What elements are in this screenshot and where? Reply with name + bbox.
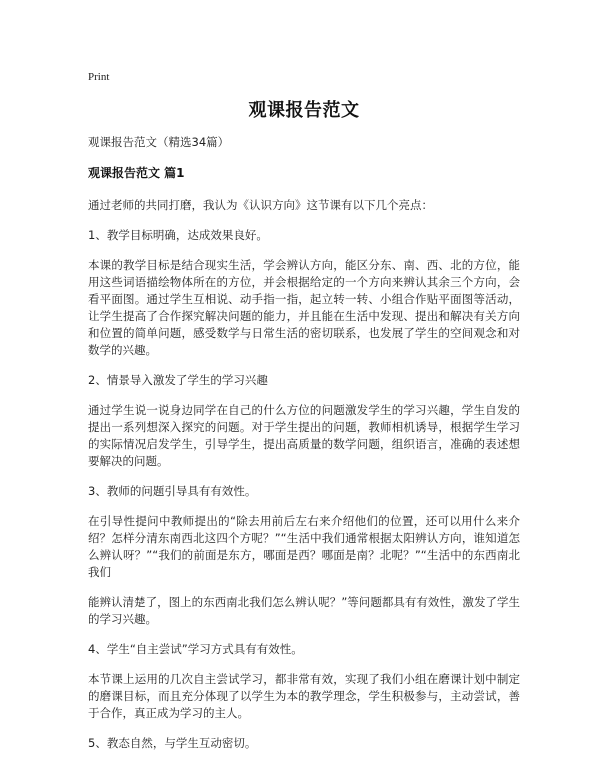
paragraph-point-2: 2、情景导入激发了学生的学习兴趣 [88,373,268,387]
paragraph-intro: 通过老师的共同打磨，我认为《认识方向》这节课有以下几个亮点： [88,198,433,212]
paragraph-point-1-body: 本课的教学目标是结合现实生活，学会辨认方向，能区分东、南、西、北的方位，能用这些词语描绘物体所在的方位，并会根据给定的一个方向来辨认其余三个方向，会看平面图。通过学生互相说、动手指一指，起立转一转、小组合作贴平面图等活动，让学生提高了合作探究解决问题的能力，并且能在生活中发现、提出和解决有关方向和位置的简单问题，感受数学与日常生活的密切联系，也发展了学生的空间观念和对数学的兴趣。 [88,258,520,357]
document-body [88,96,520,765]
paragraph-point-4-body: 本节课上运用的几次自主尝试学习，都非常有效，实现了我们小组在磨课计划中制定的磨课目标，而且充分体现了以学生为本的教学理念，学生积极参与，主动尝试，善于合作，真正成为学习的主人。 [88,672,520,720]
paragraph-point-4: 4、学生“自主尝试”学习方式具有有效性。 [88,642,303,656]
section-heading: 观课报告范文 篇1 [88,166,185,180]
document-subtitle: 观课报告范文（精选34篇） [88,135,230,149]
paragraph-point-2-body: 通过学生说一说身边同学在自己的什么方位的问题激发学生的学习兴趣，学生自发的提出一系列想深入探究的问题。对于学生提出的问题，教师相机诱导，根据学生学习的实际情况启发学生，引导学生，提出高质量的数学问题，组织语言，准确的表述想要解决的问题。 [88,403,520,468]
print-label[interactable]: Print [88,71,110,83]
page-title: 观课报告范文 [248,100,360,121]
paragraph-point-5: 5、教态自然，与学生互动密切。 [88,736,257,750]
paragraph-point-3: 3、教师的问题引导具有有效性。 [88,484,257,498]
paragraph-point-3-body: 在引导性提问中教师提出的“除去用前后左右来介绍他们的位置，还可以用什么来介绍？怎样分清东南西北这四个方呢？”“生活中我们通常根据太阳辨认方向，谁知道怎么辨认呀？”“我们的前面是东方，哪面是西？哪面是南？北呢？”“生活中的东西南北我们 [88,514,520,579]
paragraph-point-1: 1、教学目标明确，达成效果良好。 [88,228,268,242]
paragraph-point-3-continued: 能辨认清楚了，图上的东西南北我们怎么辨认呢？”等问题都具有有效性，激发了学生的学习兴趣。 [88,595,520,626]
